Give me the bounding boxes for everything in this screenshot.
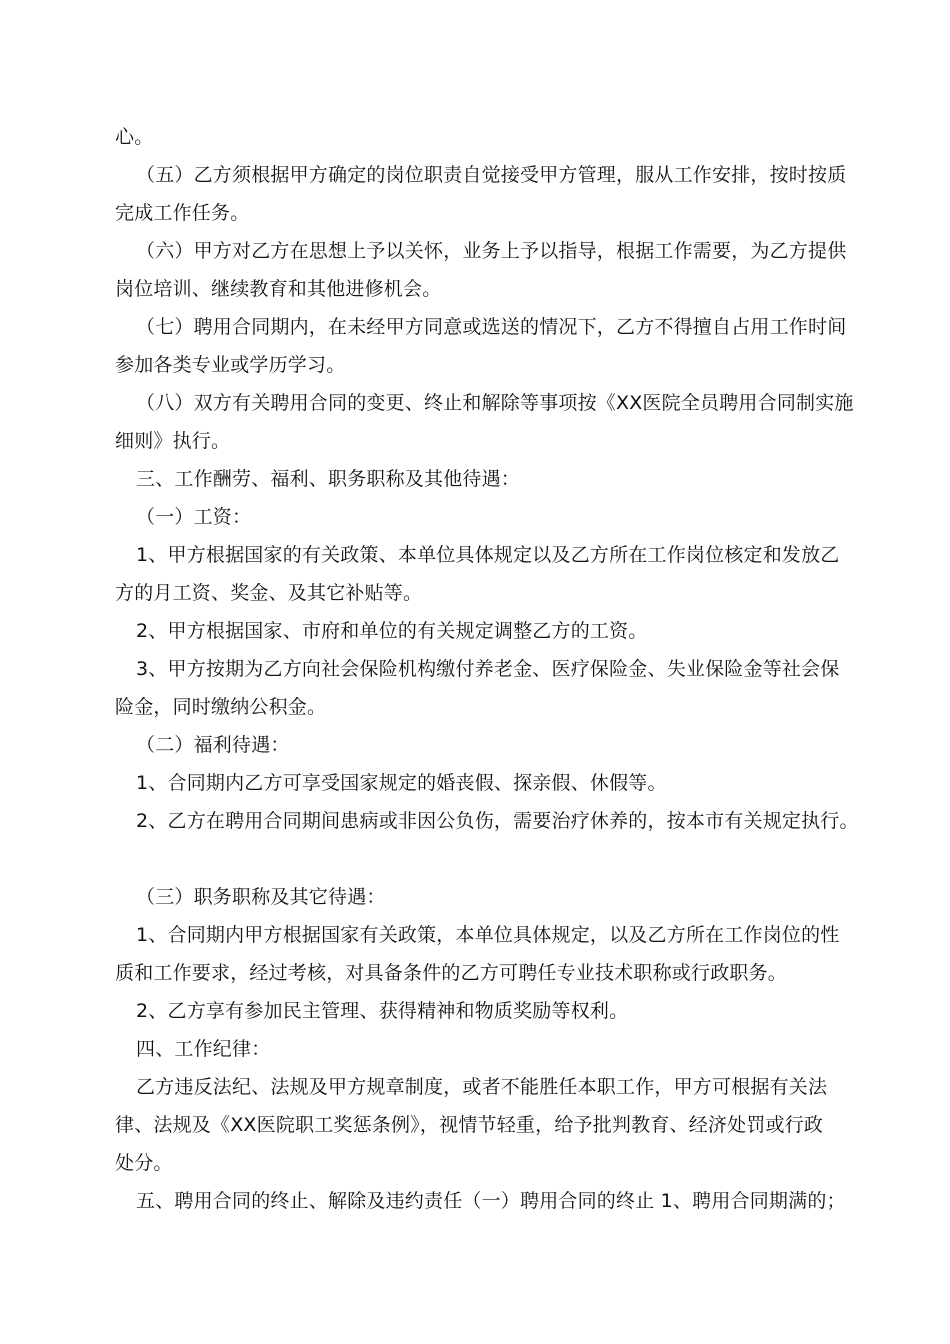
paragraph-line: 2、甲方根据国家、市府和单位的有关规定调整乙方的工资。 bbox=[136, 620, 648, 642]
paragraph-line: 处分。 bbox=[115, 1152, 173, 1174]
paragraph-line: 2、乙方享有参加民主管理、获得精神和物质奖励等权利。 bbox=[136, 1000, 629, 1022]
paragraph-line: 细则》执行。 bbox=[115, 430, 231, 452]
section-heading: 四、工作纪律： bbox=[136, 1038, 271, 1060]
paragraph-line: （七）聘用合同期内，在未经甲方同意或选送的情况下，乙方不得擅自占用工作时间 bbox=[136, 316, 847, 338]
paragraph-line: 1、甲方根据国家的有关政策、本单位具体规定以及乙方所在工作岗位核定和发放乙 bbox=[136, 544, 840, 566]
paragraph-line: 岗位培训、继续教育和其他进修机会。 bbox=[115, 278, 442, 300]
paragraph-line: 3、甲方按期为乙方向社会保险机构缴付养老金、医疗保险金、失业保险金等社会保 bbox=[136, 658, 840, 680]
section-heading: 三、工作酬劳、福利、职务职称及其他待遇： bbox=[136, 468, 521, 490]
paragraph-line: 1、合同期内甲方根据国家有关政策，本单位具体规定，以及乙方所在工作岗位的性 bbox=[136, 924, 840, 946]
paragraph-line: 1、合同期内乙方可享受国家规定的婚丧假、探亲假、休假等。 bbox=[136, 772, 667, 794]
paragraph-line: （五）乙方须根据甲方确定的岗位职责自觉接受甲方管理，服从工作安排，按时按质 bbox=[136, 164, 847, 186]
paragraph-line: 律、法规及《XX医院职工奖惩条例》，视情节轻重，给予批判教育、经济处罚或行政 bbox=[115, 1114, 824, 1136]
subsection-heading: （二）福利待遇： bbox=[136, 734, 290, 756]
paragraph-line: 完成工作任务。 bbox=[115, 202, 250, 224]
paragraph-line: （六）甲方对乙方在思想上予以关怀，业务上予以指导，根据工作需要，为乙方提供 bbox=[136, 240, 847, 262]
section-heading: 五、聘用合同的终止、解除及违约责任（一）聘用合同的终止 1、聘用合同期满的； bbox=[136, 1190, 846, 1212]
paragraph-line: 质和工作要求，经过考核，对具备条件的乙方可聘任专业技术职称或行政职务。 bbox=[115, 962, 788, 984]
paragraph-line: 乙方违反法纪、法规及甲方规章制度，或者不能胜任本职工作，甲方可根据有关法 bbox=[136, 1076, 828, 1098]
paragraph-line: 险金，同时缴纳公积金。 bbox=[115, 696, 327, 718]
paragraph-line: 参加各类专业或学历学习。 bbox=[115, 354, 346, 376]
paragraph-line: （八）双方有关聘用合同的变更、终止和解除等事项按《XX医院全员聘用合同制实施 bbox=[136, 392, 854, 414]
subsection-heading: （三）职务职称及其它待遇： bbox=[136, 886, 386, 908]
paragraph-line: 心。 bbox=[115, 126, 154, 148]
document-body bbox=[115, 118, 860, 1220]
subsection-heading: （一）工资： bbox=[136, 506, 252, 528]
paragraph-line: 2、乙方在聘用合同期间患病或非因公负伤，需要治疗休养的，按本市有关规定执行。 bbox=[136, 810, 859, 832]
paragraph-line: 方的月工资、奖金、及其它补贴等。 bbox=[115, 582, 423, 604]
blank-line bbox=[115, 840, 860, 878]
